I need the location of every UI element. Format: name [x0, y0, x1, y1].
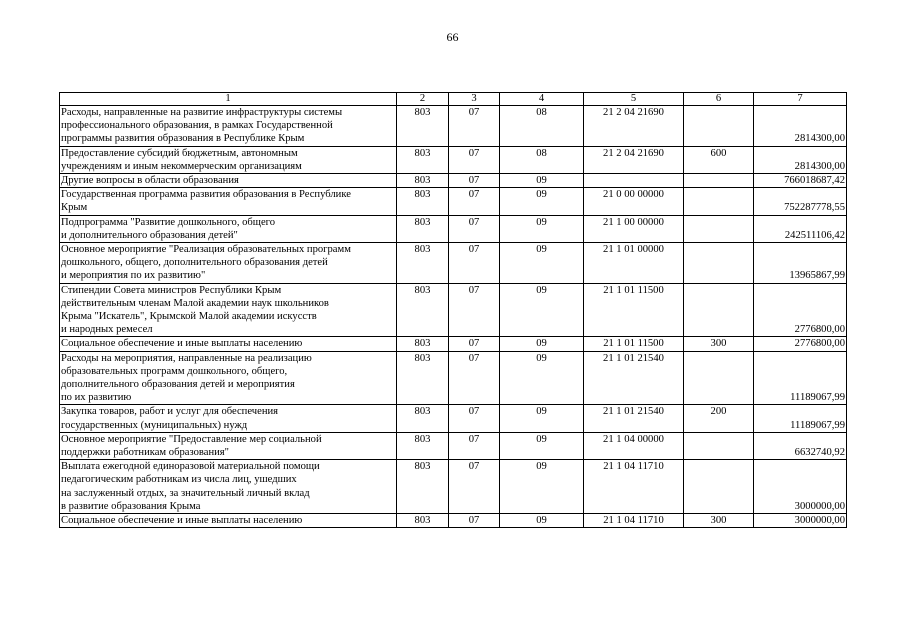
- amount-cell: 3000000,00: [754, 460, 847, 514]
- subsection-code-cell: 07: [449, 146, 500, 173]
- table-row: [60, 405, 847, 432]
- section-code-cell: 803: [397, 351, 449, 405]
- section-code-cell: 803: [397, 283, 449, 337]
- description-line: Стипендии Совета министров Республики Крым: [61, 284, 282, 296]
- section-code-cell: 803: [397, 106, 449, 147]
- item-code-cell: 09: [500, 460, 584, 514]
- column-header: 6: [684, 93, 754, 106]
- subsection-code-cell: 07: [449, 514, 500, 528]
- expense-type-cell: 200: [684, 405, 754, 432]
- section-code-cell: 803: [397, 174, 449, 188]
- subsection-code-cell: 07: [449, 243, 500, 284]
- column-header: 7: [754, 93, 847, 106]
- description-line: государственных (муниципальных) нужд: [61, 419, 248, 431]
- expense-type-cell: [684, 243, 754, 284]
- description-line: Расходы на мероприятия, направленные на реализацию: [61, 352, 312, 364]
- subsection-code-cell: 07: [449, 432, 500, 459]
- description-line: и дополнительного образования детей": [61, 229, 238, 241]
- table-row: [60, 283, 847, 337]
- table-row: [60, 106, 847, 147]
- item-code-cell: 09: [500, 174, 584, 188]
- target-article-cell: 21 1 01 21540: [584, 405, 684, 432]
- description-line: Крым: [61, 202, 88, 214]
- amount-cell: 2776800,00: [754, 337, 847, 351]
- section-code-cell: 803: [397, 460, 449, 514]
- description-line: Государственная программа развития образования в Республике: [61, 189, 351, 201]
- section-code-cell: 803: [397, 432, 449, 459]
- table-row: [60, 460, 847, 514]
- table-header-row: [60, 93, 847, 106]
- row-description: [60, 146, 397, 173]
- description-line: и мероприятия по их развитию": [61, 270, 206, 282]
- expense-type-cell: [684, 460, 754, 514]
- expense-type-cell: [684, 106, 754, 147]
- subsection-code-cell: 07: [449, 351, 500, 405]
- table-row: [60, 174, 847, 188]
- amount-cell: 11189067,99: [754, 405, 847, 432]
- row-description: [60, 405, 397, 432]
- item-code-cell: 09: [500, 405, 584, 432]
- table-row: [60, 337, 847, 351]
- subsection-code-cell: 07: [449, 188, 500, 215]
- description-line: Подпрограмма "Развитие дошкольного, общего: [61, 216, 276, 228]
- row-description: [60, 174, 397, 188]
- description-line: Другие вопросы в области образования: [61, 175, 239, 187]
- item-code-cell: 09: [500, 188, 584, 215]
- subsection-code-cell: 07: [449, 405, 500, 432]
- column-header: 3: [449, 93, 500, 106]
- item-code-cell: 09: [500, 514, 584, 528]
- description-line: образовательных программ дошкольного, общего,: [61, 365, 288, 377]
- description-line: Закупка товаров, работ и услуг для обеспечения: [61, 406, 279, 418]
- subsection-code-cell: 07: [449, 106, 500, 147]
- column-header: 1: [60, 93, 397, 106]
- row-description: [60, 514, 397, 528]
- subsection-code-cell: 07: [449, 283, 500, 337]
- amount-cell: 752287778,55: [754, 188, 847, 215]
- amount-cell: 2776800,00: [754, 283, 847, 337]
- table-row: [60, 188, 847, 215]
- page-number: 66: [446, 30, 459, 44]
- target-article-cell: 21 1 01 11500: [584, 337, 684, 351]
- expense-type-cell: [684, 351, 754, 405]
- target-article-cell: 21 1 04 11710: [584, 514, 684, 528]
- table-row: [60, 514, 847, 528]
- section-code-cell: 803: [397, 337, 449, 351]
- target-article-cell: 21 2 04 21690: [584, 146, 684, 173]
- row-description: [60, 432, 397, 459]
- expense-type-cell: 300: [684, 514, 754, 528]
- subsection-code-cell: 07: [449, 337, 500, 351]
- column-header: 4: [500, 93, 584, 106]
- section-code-cell: 803: [397, 243, 449, 284]
- item-code-cell: 09: [500, 243, 584, 284]
- description-line: Основное мероприятие "Предоставление мер социальной: [61, 433, 322, 445]
- section-code-cell: 803: [397, 514, 449, 528]
- section-code-cell: 803: [397, 188, 449, 215]
- item-code-cell: 09: [500, 337, 584, 351]
- amount-cell: 6632740,92: [754, 432, 847, 459]
- subsection-code-cell: 07: [449, 460, 500, 514]
- description-line: Расходы, направленные на развитие инфраструктуры системы: [61, 107, 343, 118]
- table-row: [60, 432, 847, 459]
- item-code-cell: 08: [500, 146, 584, 173]
- amount-cell: 242511106,42: [754, 215, 847, 242]
- expense-type-cell: [684, 432, 754, 459]
- table-row: [60, 351, 847, 405]
- description-line: действительным членам Малой академии наук школьников: [61, 297, 329, 309]
- item-code-cell: 09: [500, 351, 584, 405]
- table-row: [60, 215, 847, 242]
- subsection-code-cell: 07: [449, 215, 500, 242]
- description-line: поддержки работникам образования": [61, 447, 229, 459]
- row-description: [60, 106, 397, 147]
- description-line: в развитие образования Крыма: [61, 500, 201, 512]
- budget-table: [59, 92, 847, 528]
- target-article-cell: 21 1 01 00000: [584, 243, 684, 284]
- target-article-cell: 21 1 01 11500: [584, 283, 684, 337]
- row-description: [60, 283, 397, 337]
- description-line: Основное мероприятие "Реализация образовательных программ: [61, 244, 351, 256]
- amount-cell: 2814300,00: [754, 106, 847, 147]
- item-code-cell: 08: [500, 106, 584, 147]
- description-line: и народных ремесел: [61, 324, 153, 336]
- description-line: Предоставление субсидий бюджетным, автономным: [61, 147, 298, 159]
- amount-cell: 13965867,99: [754, 243, 847, 284]
- description-line: по их развитию: [61, 392, 132, 404]
- subsection-code-cell: 07: [449, 174, 500, 188]
- section-code-cell: 803: [397, 215, 449, 242]
- table-body: [60, 106, 847, 528]
- item-code-cell: 09: [500, 215, 584, 242]
- description-line: Социальное обеспечение и иные выплаты населению: [61, 515, 303, 527]
- target-article-cell: 21 1 01 21540: [584, 351, 684, 405]
- description-line: Крыма "Искатель", Крымской Малой академии искусств: [61, 311, 317, 323]
- expense-type-cell: [684, 283, 754, 337]
- column-header: 2: [397, 93, 449, 106]
- description-line: дополнительного образования детей и мероприятия: [61, 379, 295, 391]
- target-article-cell: [584, 174, 684, 188]
- target-article-cell: 21 1 04 11710: [584, 460, 684, 514]
- description-line: программы развития образования в Республике Крым: [61, 133, 305, 145]
- expense-type-cell: [684, 174, 754, 188]
- description-line: педагогическим работникам из числа лиц, ушедших: [61, 474, 297, 486]
- row-description: [60, 337, 397, 351]
- target-article-cell: 21 1 00 00000: [584, 215, 684, 242]
- table-row: [60, 146, 847, 173]
- item-code-cell: 09: [500, 432, 584, 459]
- target-article-cell: 21 0 00 00000: [584, 188, 684, 215]
- row-description: [60, 460, 397, 514]
- row-description: [60, 243, 397, 284]
- target-article-cell: 21 1 04 00000: [584, 432, 684, 459]
- row-description: [60, 215, 397, 242]
- description-line: Выплата ежегодной единоразовой материальной помощи: [61, 461, 320, 473]
- amount-cell: 766018687,42: [754, 174, 847, 188]
- description-line: Социальное обеспечение и иные выплаты населению: [61, 338, 303, 350]
- description-line: на заслуженный отдых, за значительный личный вклад: [61, 487, 310, 499]
- column-header: 5: [584, 93, 684, 106]
- description-line: профессионального образования, в рамках Государственной: [61, 120, 333, 132]
- amount-cell: 3000000,00: [754, 514, 847, 528]
- expense-type-cell: 600: [684, 146, 754, 173]
- table-row: [60, 243, 847, 284]
- target-article-cell: 21 2 04 21690: [584, 106, 684, 147]
- section-code-cell: 803: [397, 146, 449, 173]
- section-code-cell: 803: [397, 405, 449, 432]
- expense-type-cell: 300: [684, 337, 754, 351]
- expense-type-cell: [684, 188, 754, 215]
- description-line: учреждениям и иным некоммерческим организациям: [61, 160, 302, 172]
- expense-type-cell: [684, 215, 754, 242]
- amount-cell: 2814300,00: [754, 146, 847, 173]
- item-code-cell: 09: [500, 283, 584, 337]
- row-description: [60, 351, 397, 405]
- amount-cell: 11189067,99: [754, 351, 847, 405]
- description-line: дошкольного, общего, дополнительного образования детей: [61, 257, 328, 269]
- row-description: [60, 188, 397, 215]
